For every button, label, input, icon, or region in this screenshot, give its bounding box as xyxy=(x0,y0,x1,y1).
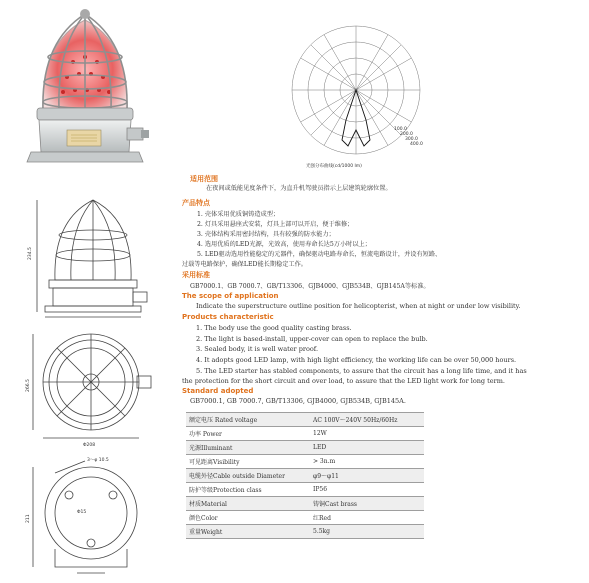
heading-standards-cn: 采用标准 xyxy=(182,271,210,279)
base-view-drawing xyxy=(25,455,165,579)
polar-distribution-chart xyxy=(276,20,436,170)
feature-line: 5. LED驱动选用性能稳定的元器件，确保驱动电路寿命长，恒流电路设计，并设有短路、 xyxy=(197,251,442,258)
top-view-drawing xyxy=(25,330,165,450)
spec-value: φ9～φ11 xyxy=(310,469,424,483)
dimension-base-circle: Φ15 xyxy=(77,510,87,515)
dimension-top-height: 266.5 xyxy=(26,379,31,392)
ring-label: 300.0 xyxy=(405,137,418,142)
feature-line: 1. 壳体采用优质铜铸造成型； xyxy=(197,211,280,218)
text-scope-en: Indicate the superstructure outline position for helicopterist, when at night or under low visibility. xyxy=(196,302,521,310)
spec-value: 红Red xyxy=(310,511,424,525)
spec-value: > 3n.m xyxy=(310,455,424,469)
text-standards-cn: GB7000.1、GB 7000.7、GB/T13306、GJB4000、GJB534B、GJB145A等标准。 xyxy=(190,283,430,290)
feature-line: 3. 壳体结构采用密封结构，具有较强的防水能力； xyxy=(197,231,335,238)
spec-table xyxy=(186,412,424,539)
text-application-cn: 在夜间或低能见度条件下，为直升机驾驶员指示上层建筑轮廓位置。 xyxy=(206,185,392,192)
dimension-base-holes: 3～φ 10.5 xyxy=(87,458,109,463)
ring-label: 100.0 xyxy=(394,127,407,132)
dimension-base-height: 211 xyxy=(26,514,31,523)
heading-scope-en: The scope of application xyxy=(182,292,279,300)
spec-value: IP56 xyxy=(310,483,424,497)
spec-value: 铸铜Cast brass xyxy=(310,497,424,511)
characteristic-line: 4. It adopts good LED lamp, with high light efficiency, the working life can be over 50,000 hours. xyxy=(196,356,517,364)
characteristic-line: 2. The light is based-install, upper-cover can open to replace the bulb. xyxy=(196,335,428,343)
front-view-drawing xyxy=(25,190,165,320)
feature-line: 4. 选用优质的LED光源，光效高，使用寿命长达5万小时以上； xyxy=(197,241,371,248)
spec-value: LED xyxy=(310,441,424,455)
heading-features-cn: 产品特点 xyxy=(182,199,210,207)
characteristic-line: 3. Sealed body, it is well water proof. xyxy=(196,345,319,353)
characteristic-line: 1. The body use the good quality casting brass. xyxy=(196,324,352,332)
spec-row xyxy=(186,511,424,525)
spec-row xyxy=(186,483,424,497)
heading-characteristic-en: Products characteristic xyxy=(182,313,274,321)
ring-label: 200.0 xyxy=(400,132,413,137)
spec-row xyxy=(186,413,424,427)
spec-label: 重量Weight xyxy=(186,525,310,539)
spec-label: 光源Illuminant xyxy=(186,441,310,455)
spec-row xyxy=(186,455,424,469)
dimension-top-diameter: Φ208 xyxy=(83,443,96,448)
spec-label: 额定电压 Rated voltage xyxy=(186,413,310,427)
heading-standard-en: Standard adopted xyxy=(182,387,254,395)
spec-row xyxy=(186,497,424,511)
spec-label: 功率 Power xyxy=(186,427,310,441)
spec-label: 材质Material xyxy=(186,497,310,511)
spec-value: AC 100V～240V 50Hz/60Hz xyxy=(310,413,424,427)
spec-value: 12W xyxy=(310,427,424,441)
ring-label: 400.0 xyxy=(410,142,423,147)
text-standard-en: GB7000.1, GB 7000.7, GB/T13306, GJB4000, GJB534B, GJB145A. xyxy=(190,397,406,405)
product-photo xyxy=(15,2,155,172)
spec-label: 颜色Color xyxy=(186,511,310,525)
characteristic-line: 5. The LED starter has stabled components, to assure that the circuit has a long life time, and it has xyxy=(196,367,527,375)
spec-row xyxy=(186,441,424,455)
characteristic-line: the protection for the short circuit and over load, to assure that the LED light work for long term. xyxy=(182,377,505,385)
spec-row xyxy=(186,427,424,441)
heading-application-cn: 适用范围 xyxy=(190,175,218,183)
feature-line: 2. 灯具采用悬座式安装，灯具上部可以开启，便于维修； xyxy=(197,221,354,228)
spec-label: 可见距离Visibility xyxy=(186,455,310,469)
polar-caption: 光强分布曲线(cd/1000 lm) xyxy=(306,164,362,169)
dimension-front-height: 234.5 xyxy=(28,247,33,260)
spec-value: 5.5kg xyxy=(310,525,424,539)
spec-row xyxy=(186,469,424,483)
spec-label: 电缆外径Cable outside Diameter xyxy=(186,469,310,483)
spec-row xyxy=(186,525,424,539)
spec-label: 防护等级Protection class xyxy=(186,483,310,497)
feature-line: 过载等电路保护，确保LED能长期稳定工作。 xyxy=(182,261,307,268)
